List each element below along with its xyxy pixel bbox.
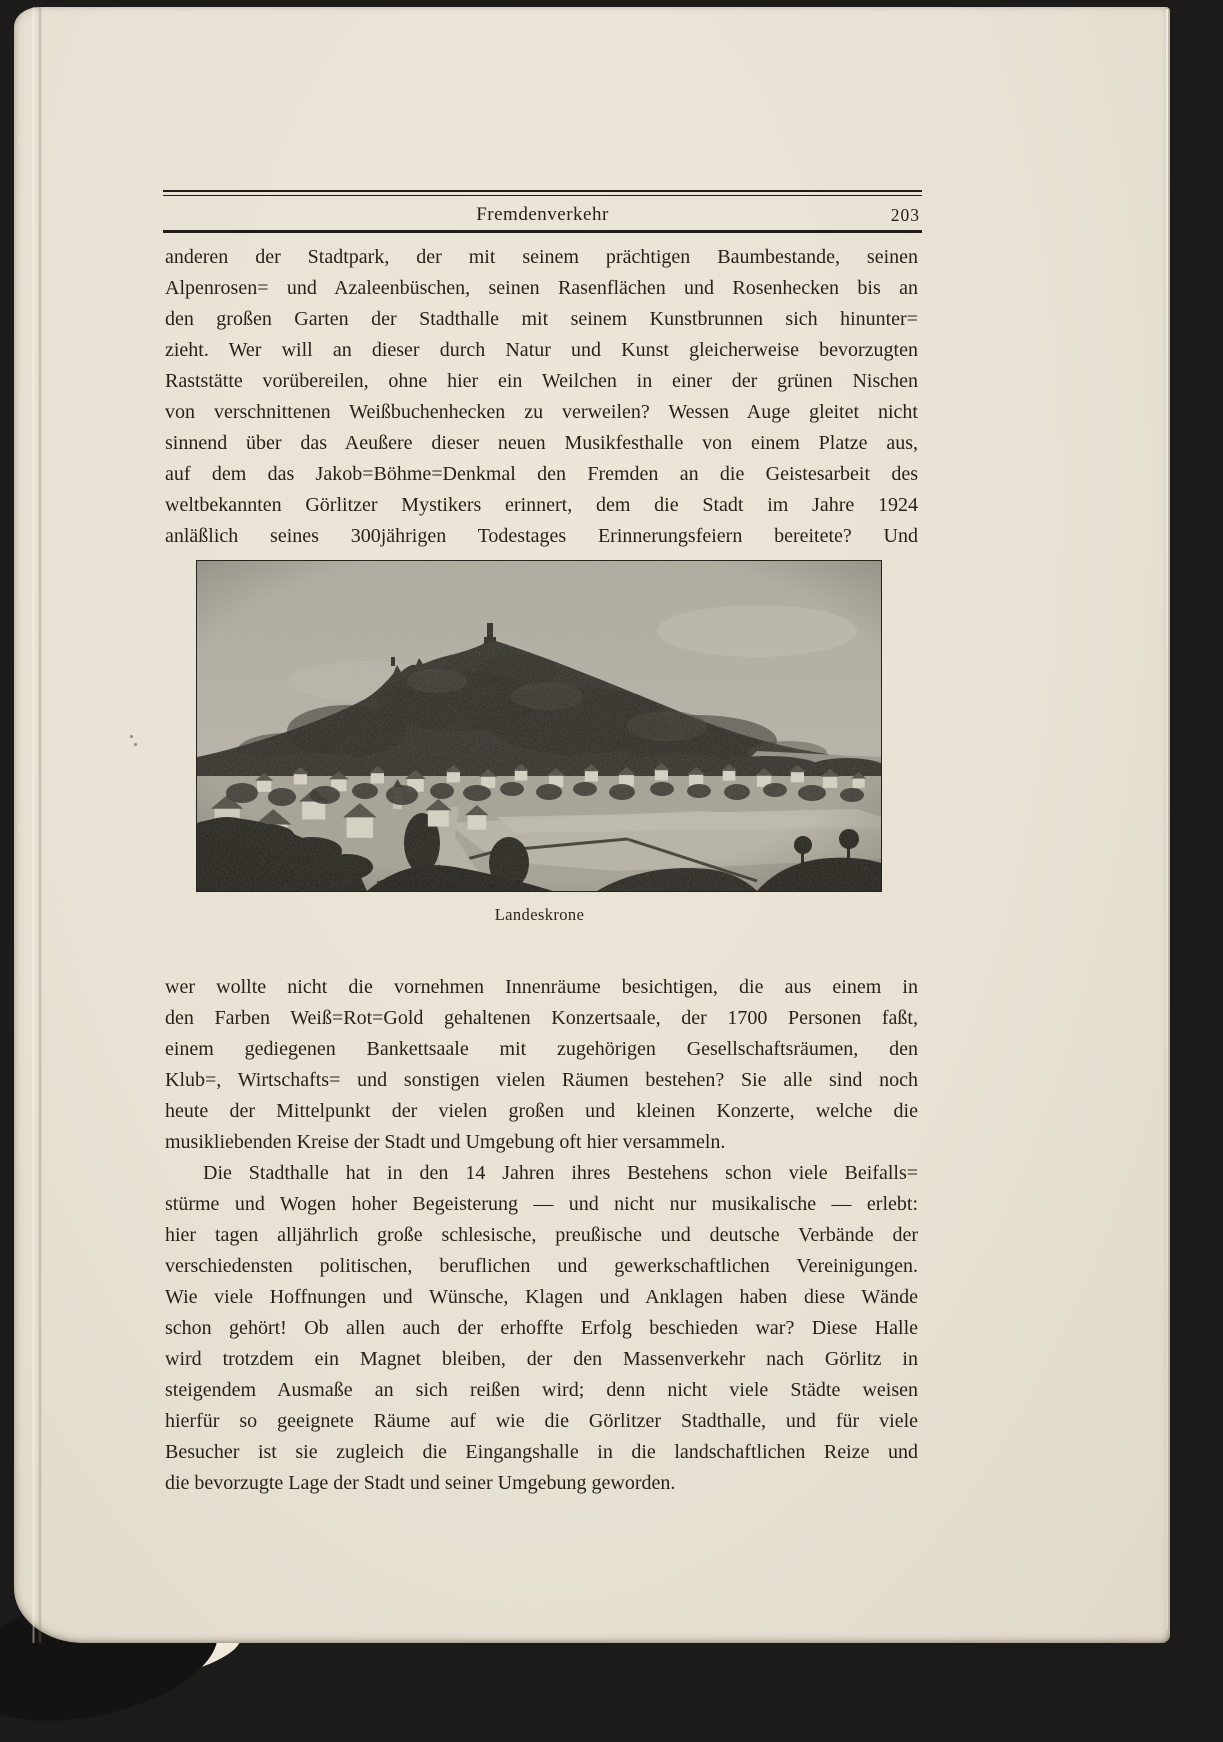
landeskrone-photo xyxy=(196,560,882,892)
text-line: sinnend über das Aeußere dieser neuen Musikfesthalle von einem Platze aus, xyxy=(165,432,918,454)
text-line: Wie viele Hoffnungen und Wünsche, Klagen und Anklagen haben diese Wände xyxy=(165,1286,918,1308)
text-line: Alpenrosen= und Azaleenbüschen, seinen Rasenflächen und Rosenhecken bis an xyxy=(165,277,918,299)
page-right-edge xyxy=(1166,9,1168,1629)
body-paragraph-3 xyxy=(165,1158,918,1499)
text-line: die bevorzugte Lage der Stadt und seiner Umgebung geworden. xyxy=(165,1472,676,1494)
text-line: Besucher ist sie zugleich die Eingangshalle in die landschaftlichen Reize und xyxy=(165,1441,918,1463)
text-line: weltbekannten Görlitzer Mystikers erinnert, dem die Stadt im Jahre 1924 xyxy=(165,494,918,516)
book-page xyxy=(14,7,1170,1643)
text-line: hier tagen alljährlich große schlesische, preußische und deutsche Verbände der xyxy=(165,1224,918,1246)
text-line: anderen der Stadtpark, der mit seinem prächtigen Baumbestande, seinen xyxy=(165,246,918,268)
text-line: den großen Garten der Stadthalle mit seinem Kunstbrunnen sich hinunter= xyxy=(165,308,918,330)
text-line: steigendem Ausmaße an sich reißen wird; denn nicht viele Städte weisen xyxy=(165,1379,918,1401)
text-line: den Farben Weiß=Rot=Gold gehaltenen Konzertsaale, der 1700 Personen faßt, xyxy=(165,1007,918,1029)
running-header xyxy=(163,190,922,233)
text-line: anläßlich seines 300jährigen Todestages Erinnerungsfeiern bereitete? Und xyxy=(165,525,918,547)
header-top-rule xyxy=(163,190,922,192)
page-number: 203 xyxy=(890,205,920,225)
figure-caption: Landeskrone xyxy=(494,905,585,924)
text-line: Klub=, Wirtschafts= und sonstigen vielen Räumen bestehen? Sie alle sind noch xyxy=(165,1069,918,1091)
text-line: stürme und Wogen hoher Begeisterung — und nicht nur musikalische — erlebt: xyxy=(165,1193,918,1215)
header-top-rule-thin xyxy=(163,195,922,196)
dust-speck xyxy=(130,735,133,738)
text-line: Die Stadthalle hat in den 14 Jahren ihres Bestehens schon viele Beifalls= xyxy=(203,1162,918,1184)
dust-speck xyxy=(134,743,137,746)
text-line: wird trotzdem ein Magnet bleiben, der den Massenverkehr nach Görlitz in xyxy=(165,1348,918,1370)
text-line: musikliebenden Kreise der Stadt und Umgebung oft hier versammeln. xyxy=(165,1131,726,1153)
text-line: schon gehört! Ob allen auch der erhoffte Erfolg beschieden war? Diese Halle xyxy=(165,1317,918,1339)
text-line: wer wollte nicht die vornehmen Innenräume besichtigen, die aus einem in xyxy=(165,976,918,998)
figure-landeskrone xyxy=(196,560,883,925)
text-line: heute der Mittelpunkt der vielen großen und kleinen Konzerte, welche die xyxy=(165,1100,918,1122)
body-paragraph-1 xyxy=(165,242,918,552)
text-line: einem gediegenen Bankettsaale mit zugehörigen Gesellschaftsräumen, den xyxy=(165,1038,918,1060)
text-line: zieht. Wer will an dieser durch Natur und Kunst gleicherweise bevorzugten xyxy=(165,339,918,361)
header-bottom-rule xyxy=(163,230,922,233)
text-line: auf dem das Jakob=Böhme=Denkmal den Fremden an die Geistesarbeit des xyxy=(165,463,918,485)
text-line: Raststätte vorübereilen, ohne hier ein Weilchen in einer der grünen Nischen xyxy=(165,370,918,392)
running-header-title: Fremdenverkehr xyxy=(476,204,609,225)
text-line: hierfür so geeignete Räume auf wie die Görlitzer Stadthalle, und für viele xyxy=(165,1410,918,1432)
text-line: verschiedensten politischen, beruflichen und gewerkschaftlichen Vereinigungen. xyxy=(165,1255,918,1277)
landeskrone-photo-art xyxy=(197,561,881,891)
binding-crease-highlight xyxy=(32,7,35,1643)
binding-crease xyxy=(38,7,42,1643)
body-paragraph-2 xyxy=(165,972,918,1158)
header-row xyxy=(163,198,922,230)
text-line: von verschnittenen Weißbuchenhecken zu verweilen? Wessen Auge gleitet nicht xyxy=(165,401,918,423)
